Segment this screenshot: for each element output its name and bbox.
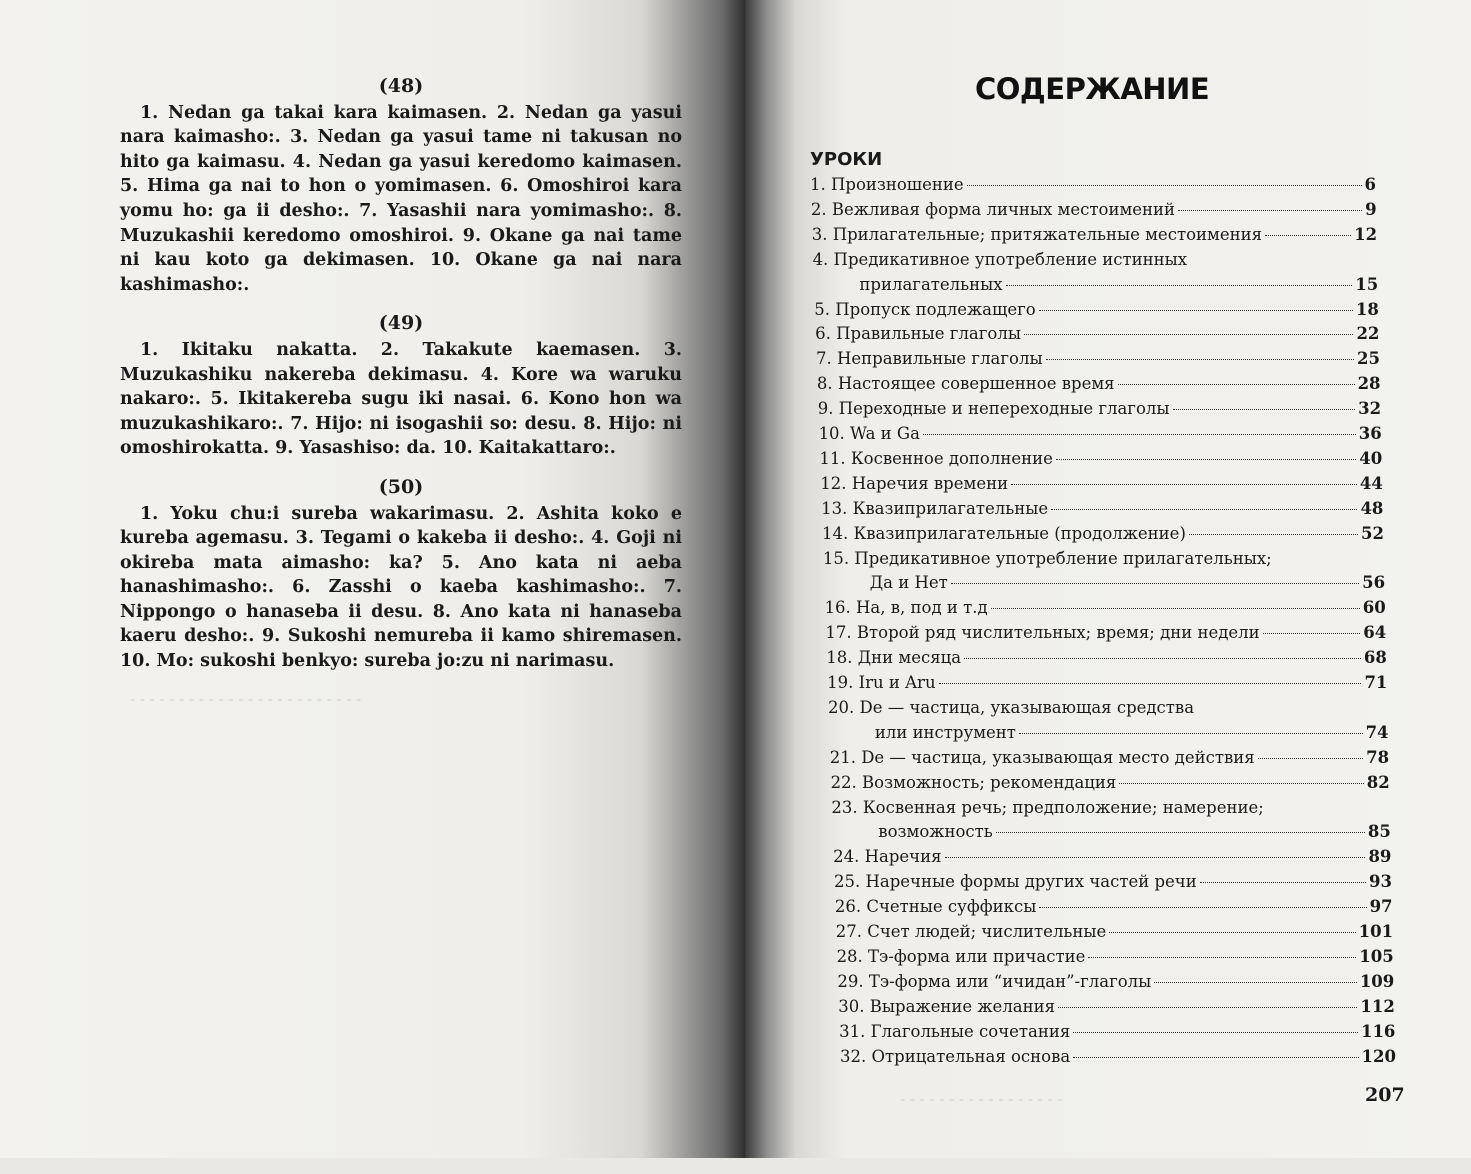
dot-leader xyxy=(1119,783,1363,784)
toc-entry xyxy=(825,622,1386,644)
toc-page-number: 12 xyxy=(1354,224,1378,244)
toc-page-number: 52 xyxy=(1361,523,1384,543)
toc-entry-title: 3. Прилагательные; притяжательные местоимения xyxy=(811,224,1263,244)
toc-entry-title: 19. Iru и Aru xyxy=(827,673,936,692)
toc-entry xyxy=(878,821,1391,843)
dot-leader xyxy=(1173,409,1356,410)
toc-page-number: 40 xyxy=(1359,448,1383,468)
toc-entry xyxy=(812,224,1377,246)
toc-page-number: 101 xyxy=(1358,922,1394,941)
dot-leader xyxy=(945,857,1366,858)
dot-leader xyxy=(1088,957,1356,958)
toc-entry xyxy=(859,274,1378,296)
toc-entry xyxy=(870,572,1385,594)
toc-entry-title: 26. Счетные суффиксы xyxy=(834,897,1037,917)
toc-page-number: 105 xyxy=(1359,946,1394,966)
toc-page-number: 48 xyxy=(1360,498,1384,518)
toc-page-number: 28 xyxy=(1357,374,1381,394)
page-title: СОДЕРЖАНИЕ xyxy=(975,72,1210,106)
toc-entry-title: 15. Предикативное употребление прилагательных; xyxy=(822,548,1272,568)
toc-entry-title: 32. Отрицательная основа xyxy=(840,1046,1071,1066)
toc-page-number: 93 xyxy=(1369,872,1392,892)
toc-entry-title: 28. Тэ-форма или причастие xyxy=(836,946,1086,966)
dot-leader xyxy=(1019,733,1363,734)
toc-entry-continuation: прилагательных xyxy=(859,274,1003,294)
page-edge xyxy=(0,1158,1471,1174)
dot-leader xyxy=(1109,932,1355,933)
toc-entry-continuation: Да и Нет xyxy=(869,573,948,593)
toc-entry-title: 2. Вежливая форма личных местоимений xyxy=(810,199,1176,219)
toc-page-number: 97 xyxy=(1369,897,1393,917)
toc-entry xyxy=(816,348,1380,370)
dot-leader xyxy=(1011,484,1357,485)
toc-entry xyxy=(819,423,1382,445)
toc-entry-continuation: возможность xyxy=(878,822,993,842)
toc-entry xyxy=(839,1021,1395,1043)
toc-page-number: 109 xyxy=(1359,971,1395,991)
toc-entry xyxy=(838,996,1395,1018)
toc-entry xyxy=(814,299,1379,321)
toc-page-number: 112 xyxy=(1360,996,1395,1016)
dot-leader xyxy=(1263,633,1361,634)
dot-leader xyxy=(1039,310,1353,311)
toc-entry xyxy=(822,523,1384,545)
dot-leader xyxy=(951,583,1359,584)
toc-page-number: 56 xyxy=(1362,573,1386,593)
toc-entry-title: 21. De — частица, указывающая место действия xyxy=(829,747,1255,767)
toc-page-number: 60 xyxy=(1362,598,1386,618)
toc-page-number: 71 xyxy=(1364,673,1388,692)
toc-entry-title: 24. Наречия xyxy=(833,847,942,867)
toc-page-number: 78 xyxy=(1366,747,1390,767)
toc-page-number: 89 xyxy=(1368,847,1392,867)
exercise-answers: 1. Ikitaku nakatta. 2. Takakute kaemasen. 3. Muzukashiku nakereba dekimasu. 4. Kore wa waruku nakaro:. 5. Ikitakereba sugu iki nasai. 6. Kono hon wa muzukashikaro:. 7. Hijo: ni isogashii so: desu. 8. Hijo: ni omoshirokatta. 9. Yasashiso: da. 10. Kaitakattaro:. xyxy=(120,339,682,459)
toc-entry-title: 16. На, в, под и т.д xyxy=(824,598,988,618)
toc-page-number: 68 xyxy=(1363,648,1387,668)
bleed-through-text: - - - - - - - - - - - - - - - - - - - - - - - - xyxy=(130,690,362,708)
toc-entry-title: 7. Неправильные глаголы xyxy=(816,349,1043,369)
dot-leader xyxy=(923,434,1356,435)
dot-leader xyxy=(967,185,1362,186)
exercise-number: (50) xyxy=(378,475,424,498)
toc-entry xyxy=(835,896,1393,918)
toc-page-number: 15 xyxy=(1355,274,1379,294)
dot-leader xyxy=(1073,1057,1358,1058)
toc-entry-title: 14. Квазиприлагательные (продолжение) xyxy=(822,523,1186,543)
toc-entry xyxy=(826,647,1387,669)
dot-leader xyxy=(1046,359,1354,360)
toc-entry-title: 18. Дни месяца xyxy=(826,648,962,668)
toc-entry xyxy=(831,772,1390,794)
dot-leader xyxy=(1039,907,1366,908)
toc-entry xyxy=(837,946,1394,968)
toc-entry xyxy=(834,871,1392,893)
toc-entry-title: 27. Счет людей; числительные xyxy=(835,922,1107,941)
dot-leader xyxy=(1073,1032,1358,1033)
toc-entry-title: 12. Наречия времени xyxy=(820,473,1009,493)
toc-entry xyxy=(833,846,1391,868)
dot-leader xyxy=(1258,758,1363,759)
dot-leader xyxy=(996,832,1365,833)
exercise-answers: 1. Yoku chu:i sureba wakarimasu. 2. Ashita koko e kureba agemasu. 3. Tegami o kakeba ii desho:. 4. Goji ni okireba mata aimasho: ka? 5. Ano kata ni aeba hanashimasho:. 6. Zasshi o kaeba kashimasho:. 7. Nippongo o hanaseba ii desu. 8. Ano kata ni hanaseba kaeru desho:. 9. Sukoshi nemureba ii kamo shiremasen. 10. Mo: sukoshi benkyo: sureba jo:zu ni narimasu. xyxy=(120,503,682,672)
toc-entry-title: 10. Wa и Ga xyxy=(818,424,920,443)
toc-page-number: 44 xyxy=(1359,473,1383,493)
toc-entry xyxy=(815,323,1379,345)
page-number: 207 xyxy=(1365,1084,1405,1106)
toc-entry xyxy=(875,722,1389,744)
toc-entry xyxy=(827,672,1387,694)
toc-entry-title: 6. Правильные глаголы xyxy=(815,324,1021,344)
toc-entry-title: 11. Косвенное дополнение xyxy=(819,448,1053,468)
toc-entry-title: 30. Выражение желания xyxy=(838,996,1056,1016)
dot-leader xyxy=(1058,1007,1357,1008)
bleed-through-text: - - - - - - - - - - - - - - - - - xyxy=(900,1090,1063,1108)
toc-entry-title: 8. Настоящее совершенное время xyxy=(816,374,1115,394)
dot-leader xyxy=(991,608,1360,609)
dot-leader xyxy=(964,658,1361,659)
dot-leader xyxy=(1265,235,1351,236)
toc-entry-title: 20. De — частица, указывающая средства xyxy=(828,697,1195,717)
toc-page-number: 116 xyxy=(1360,1021,1396,1041)
exercise-number: (48) xyxy=(378,75,424,97)
toc-entry-title: 29. Тэ-форма или “ичидан”-глаголы xyxy=(837,971,1152,991)
toc-page-number: 64 xyxy=(1363,623,1387,643)
toc-page-number: 9 xyxy=(1365,199,1377,219)
toc-entry-title: 13. Квазиприлагательные xyxy=(821,498,1049,518)
toc-entry xyxy=(811,199,1377,221)
dot-leader xyxy=(939,683,1362,684)
toc-page-number: 18 xyxy=(1355,299,1379,319)
toc-entry-title: 17. Второй ряд числительных; время; дни недели xyxy=(825,623,1260,643)
toc-entry-title: 5. Пропуск подлежащего xyxy=(814,299,1036,319)
toc-entry xyxy=(836,921,1393,943)
toc-entry xyxy=(819,448,1382,470)
toc-entry-title: 4. Предикативное употребление истинных xyxy=(812,249,1188,269)
dot-leader xyxy=(1051,509,1357,510)
toc-entry-continuation: или инструмент xyxy=(874,722,1016,742)
toc-page-number: 32 xyxy=(1358,399,1382,419)
dot-leader xyxy=(1178,210,1362,211)
dot-leader xyxy=(1200,882,1366,883)
toc-page-number: 22 xyxy=(1356,324,1380,344)
toc-page-number: 120 xyxy=(1361,1046,1396,1066)
dot-leader xyxy=(1189,534,1358,535)
toc-page-number: 36 xyxy=(1358,424,1382,443)
toc-entry xyxy=(820,473,1383,495)
toc-entry xyxy=(837,971,1394,993)
toc-entry xyxy=(821,498,1383,520)
toc-entry xyxy=(818,398,1381,420)
toc-entry xyxy=(825,597,1386,619)
dot-leader xyxy=(1024,334,1353,335)
toc-entry xyxy=(817,373,1381,395)
exercise-answers: 1. Nedan ga takai kara kaimasen. 2. Nedan ga yasui nara kaimasho:. 3. Nedan ga yasui tame ni takusan no hito ga kaimasu. 4. Nedan ga yasui keredomo kaimasen. 5. Hima ga nai to hon o yomimasen. 6. Omoshiroi kara yomu ho: ga ii desho:. 7. Yasashii nara yomimasho:. 8. Muzukashii keredomo omoshiroi. 9. Okane ga nai tame ni kau koto ga dekimasen. 10. Okane ga nai nara kashimasho:. xyxy=(120,102,682,295)
toc-entry-title: 22. Возможность; рекомендация xyxy=(830,772,1117,792)
toc-entry-title: 1. Произношение xyxy=(810,175,964,194)
exercise-number: (49) xyxy=(378,312,424,335)
dot-leader xyxy=(1006,285,1353,286)
toc-page-number: 25 xyxy=(1357,349,1380,369)
toc-entry xyxy=(810,174,1376,196)
toc-entry-title: 23. Косвенная речь; предположение; намерение; xyxy=(831,797,1264,817)
dot-leader xyxy=(1056,459,1356,460)
toc-entry xyxy=(830,747,1389,769)
dot-leader xyxy=(1118,384,1355,385)
section-heading: УРОКИ xyxy=(810,149,883,170)
dot-leader xyxy=(1154,982,1357,983)
toc-page-number: 85 xyxy=(1367,822,1391,842)
toc-entry xyxy=(840,1046,1396,1068)
toc-page-number: 82 xyxy=(1366,772,1390,792)
toc-entry-title: 25. Наречные формы других частей речи xyxy=(834,872,1197,892)
toc-page-number: 6 xyxy=(1364,175,1376,194)
toc-entry-title: 31. Глагольные сочетания xyxy=(839,1021,1071,1041)
toc-page-number: 74 xyxy=(1365,722,1389,742)
toc-entry-title: 9. Переходные и непереходные глаголы xyxy=(817,399,1170,419)
